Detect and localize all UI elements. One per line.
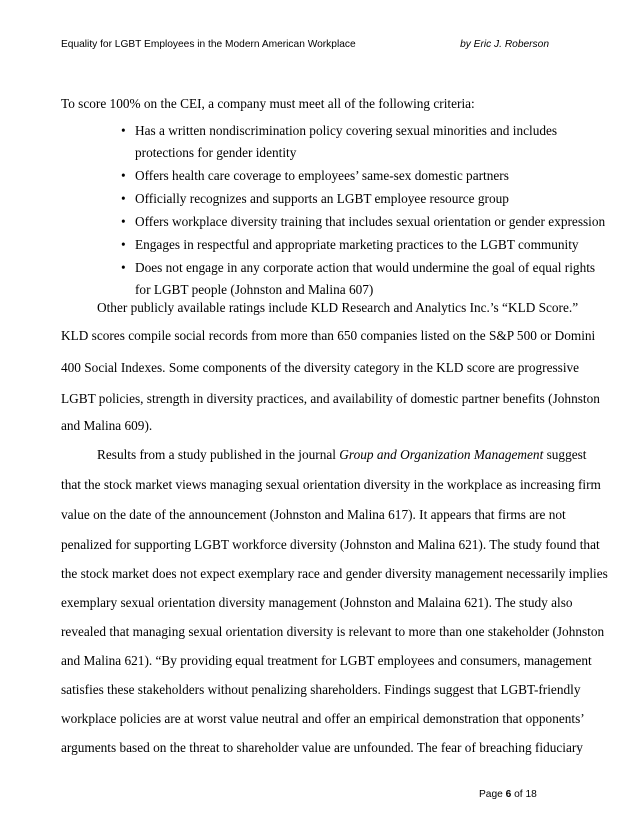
paragraph-line: satisfies these stakeholders without penalizing shareholders. Findings suggest that LGBT-friendly — [61, 682, 581, 697]
paragraph-line: the stock market does not expect exemplary race and gender diversity management necessarily implies — [61, 566, 608, 581]
paragraph-line: Results from a study published in the journal Group and Organization Management suggest — [97, 447, 587, 462]
header-title: Equality for LGBT Employees in the Modern American Workplace — [61, 39, 356, 50]
page-number: Page 6 of 18 — [479, 789, 537, 800]
bullet-icon: • — [121, 214, 126, 229]
intro-line: To score 100% on the CEI, a company must meet all of the following criteria: — [61, 96, 475, 111]
total-pages: 18 — [525, 789, 537, 800]
paragraph-line: and Malina 621). “By providing equal treatment for LGBT employees and consumers, management — [61, 653, 592, 668]
paragraph-line: workplace policies are at worst value neutral and offer an empirical demonstration that opponents’ — [61, 711, 585, 726]
bullet-icon: • — [121, 237, 126, 252]
paragraph-line: LGBT policies, strength in diversity practices, and availability of domestic partner benefits (Johnston — [61, 391, 600, 406]
paragraph-line: KLD scores compile social records from more than 650 companies listed on the S&P 500 or Domini — [61, 328, 596, 343]
bullet-icon: • — [121, 260, 126, 275]
bullet-icon: • — [121, 191, 126, 206]
paragraph-line: arguments based on the threat to shareholder value are unfounded. The fear of breaching fiduciary — [61, 740, 583, 755]
bullet-icon: • — [121, 123, 126, 138]
paragraph-line: exemplary sexual orientation diversity management (Johnston and Malaina 621). The study also — [61, 595, 573, 610]
paragraph-line: and Malina 609). — [61, 418, 153, 433]
bullet-icon: • — [121, 168, 126, 183]
paragraph-line: that the stock market views managing sexual orientation diversity in the workplace as increasing firm — [61, 477, 601, 492]
paragraph-line: value on the date of the announcement (Johnston and Malina 617). It appears that firms are not — [61, 507, 566, 522]
current-page: 6 — [505, 789, 512, 800]
paragraph-line: revealed that managing sexual orientation diversity is relevant to more than one stakeholder (Johnston — [61, 624, 605, 639]
header-author: by Eric J. Roberson — [460, 39, 549, 50]
paragraph-line: 400 Social Indexes. Some components of the diversity category in the KLD score are progressive — [61, 360, 580, 375]
paragraph-line: penalized for supporting LGBT workforce diversity (Johnston and Malina 621). The study found that — [61, 537, 600, 552]
paragraph-line: Other publicly available ratings include KLD Research and Analytics Inc.’s “KLD Score.” — [97, 300, 579, 315]
journal-title: Group and Organization Management — [339, 447, 544, 462]
